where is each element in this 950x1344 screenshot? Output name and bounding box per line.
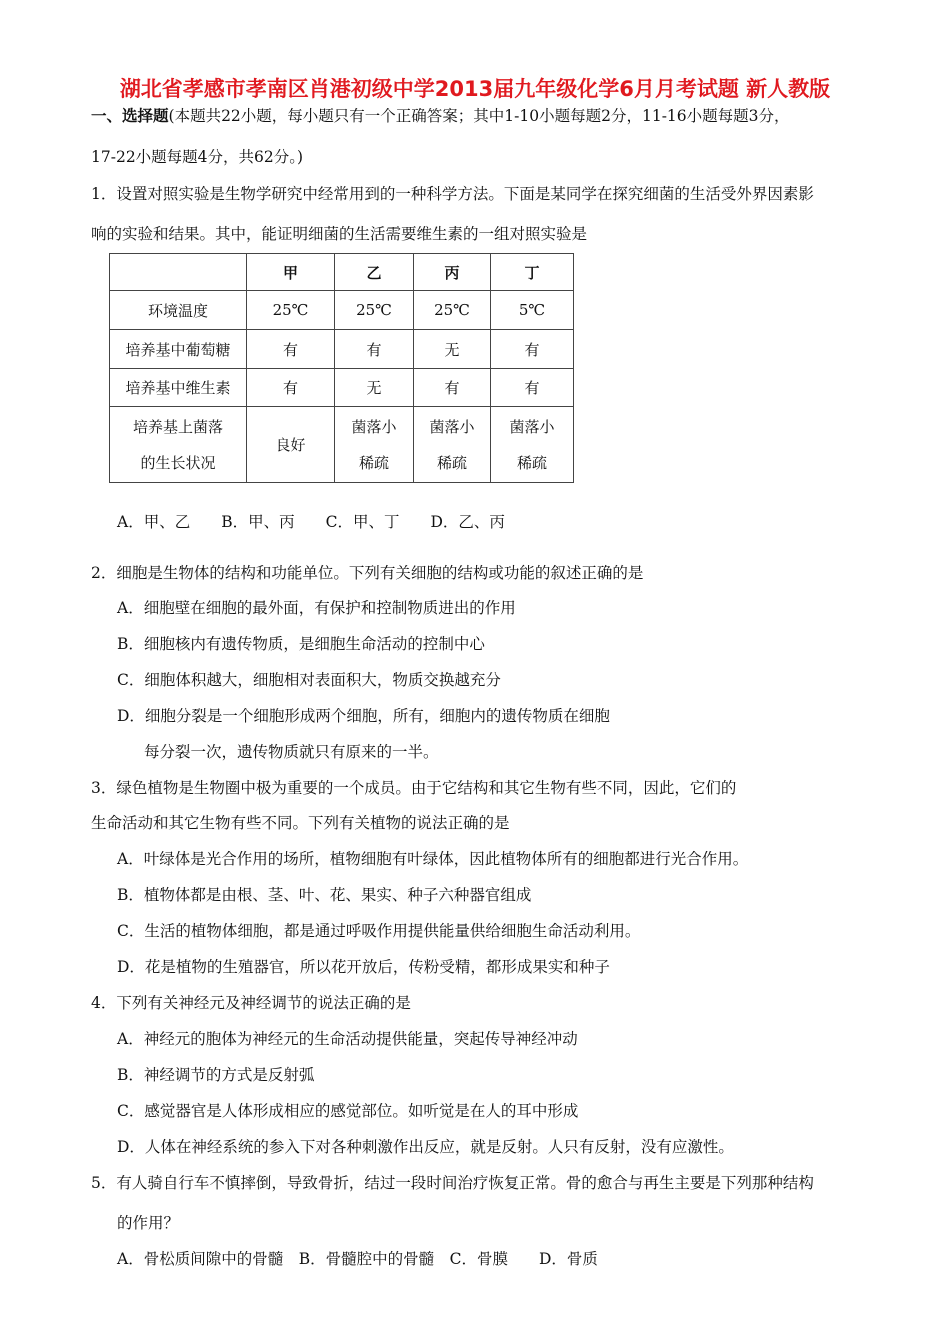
table-cell: [335, 407, 414, 483]
q4-stem: 4．下列有关神经元及神经调节的说法正确的是: [91, 994, 411, 1012]
row-label: 培养基中葡萄糖: [110, 330, 247, 369]
table-cell: 有: [247, 369, 335, 407]
cell-line1: 菌落小: [429, 417, 475, 436]
cell-line2: 稀疏: [436, 453, 467, 472]
table-cell: 有: [247, 330, 335, 369]
section-heading: 一、选择题: [91, 107, 169, 125]
section-desc-line1: (本题共22小题，每小题只有一个正确答案；其中1-10小题每题2分，11-16小题每题3分，: [168, 107, 790, 125]
cell-line1: 菌落小: [509, 417, 555, 436]
q1-options: A．甲、乙 B．甲、丙 C．甲、丁 D．乙、丙: [117, 513, 505, 531]
table-cell: [414, 407, 491, 483]
table-cell: 5℃: [491, 291, 574, 330]
table-header-yi: 乙: [335, 254, 414, 291]
q1-stem-line1: 1．设置对照实验是生物学研究中经常用到的一种科学方法。下面是某同学在探究细菌的生活受外界因素影: [91, 185, 814, 203]
cell-line2: 稀疏: [516, 453, 547, 472]
q2-option-d-line1: D．细胞分裂是一个细胞形成两个细胞，所有，细胞内的遗传物质在细胞: [117, 707, 610, 725]
row-label: [110, 407, 247, 483]
table-cell: 无: [414, 330, 491, 369]
q2-option-a: A．细胞壁在细胞的最外面，有保护和控制物质进出的作用: [117, 599, 516, 617]
q3-stem-line2: 生命活动和其它生物有些不同。下列有关植物的说法正确的是: [91, 814, 510, 832]
table-row: [110, 291, 574, 330]
cell-line2: 稀疏: [358, 453, 389, 472]
table-header-bing: 丙: [414, 254, 491, 291]
cell-line1: 菌落小: [351, 417, 397, 436]
exam-title: 湖北省孝感市孝南区肖港初级中学2013届九年级化学6月月考试题 新人教版: [119, 77, 831, 101]
q3-stem-line1: 3．绿色植物是生物圈中极为重要的一个成员。由于它结构和其它生物有些不同，因此，它们的: [91, 779, 737, 797]
table-cell: 无: [335, 369, 414, 407]
row-label-line2: 的生长状况: [140, 453, 216, 472]
section-instructions: [91, 104, 790, 126]
q5-stem-line2: 的作用？: [117, 1214, 180, 1232]
q3-option-b: B．植物体都是由根、茎、叶、花、果实、种子六种器官组成: [117, 886, 532, 904]
table-cell: 25℃: [247, 291, 335, 330]
q2-option-b: B．细胞核内有遗传物质，是细胞生命活动的控制中心: [117, 635, 485, 653]
q1-experiment-table: [109, 253, 574, 483]
q4-option-c: C．感觉器官是人体形成相应的感觉部位。如听觉是在人的耳中形成: [117, 1102, 579, 1120]
q1-stem-line2: 响的实验和结果。其中，能证明细菌的生活需要维生素的一组对照实验是: [91, 225, 588, 243]
section-desc-line2: 17-22小题每题4分，共62分。): [91, 148, 304, 166]
q5-options: A．骨松质间隙中的骨髓 B．骨髓腔中的骨髓 C．骨膜 D．骨质: [117, 1250, 598, 1268]
table-cell: 良好: [247, 407, 335, 483]
table-row: [110, 369, 574, 407]
table-cell: 有: [335, 330, 414, 369]
q4-option-d: D．人体在神经系统的参入下对各种刺激作出反应，就是反射。人只有反射，没有应激性。: [117, 1138, 734, 1156]
row-label: 培养基中维生素: [110, 369, 247, 407]
q5-stem-line1: 5．有人骑自行车不慎摔倒，导致骨折，结过一段时间治疗恢复正常。骨的愈合与再生主要是下列那种结构: [91, 1174, 814, 1192]
table-cell: [491, 407, 574, 483]
q2-stem: 2．细胞是生物体的结构和功能单位。下列有关细胞的结构或功能的叙述正确的是: [91, 564, 644, 582]
row-label-line1: 培养基上菌落: [132, 417, 223, 436]
table-row: [110, 407, 574, 483]
q4-option-b: B．神经调节的方式是反射弧: [117, 1066, 315, 1084]
q4-option-a: A．神经元的胞体为神经元的生命活动提供能量，突起传导神经冲动: [117, 1030, 578, 1048]
q2-option-d-line2: 每分裂一次，遗传物质就只有原来的一半。: [144, 743, 439, 761]
row-label: 环境温度: [110, 291, 247, 330]
table-row: [110, 330, 574, 369]
table-cell: 有: [414, 369, 491, 407]
table-cell: 25℃: [414, 291, 491, 330]
table-cell: 有: [491, 330, 574, 369]
table-header-ding: 丁: [491, 254, 574, 291]
q2-option-c: C．细胞体积越大，细胞相对表面积大，物质交换越充分: [117, 671, 501, 689]
table-header-blank: [110, 254, 247, 291]
q3-option-a: A．叶绿体是光合作用的场所，植物细胞有叶绿体，因此植物体所有的细胞都进行光合作用。: [117, 850, 749, 868]
q3-option-d: D．花是植物的生殖器官，所以花开放后，传粉受精，都形成果实和种子: [117, 958, 610, 976]
q3-option-c: C．生活的植物体细胞，都是通过呼吸作用提供能量供给细胞生命活动利用。: [117, 922, 641, 940]
table-cell: 25℃: [335, 291, 414, 330]
table-header-jia: 甲: [247, 254, 335, 291]
table-cell: 有: [491, 369, 574, 407]
